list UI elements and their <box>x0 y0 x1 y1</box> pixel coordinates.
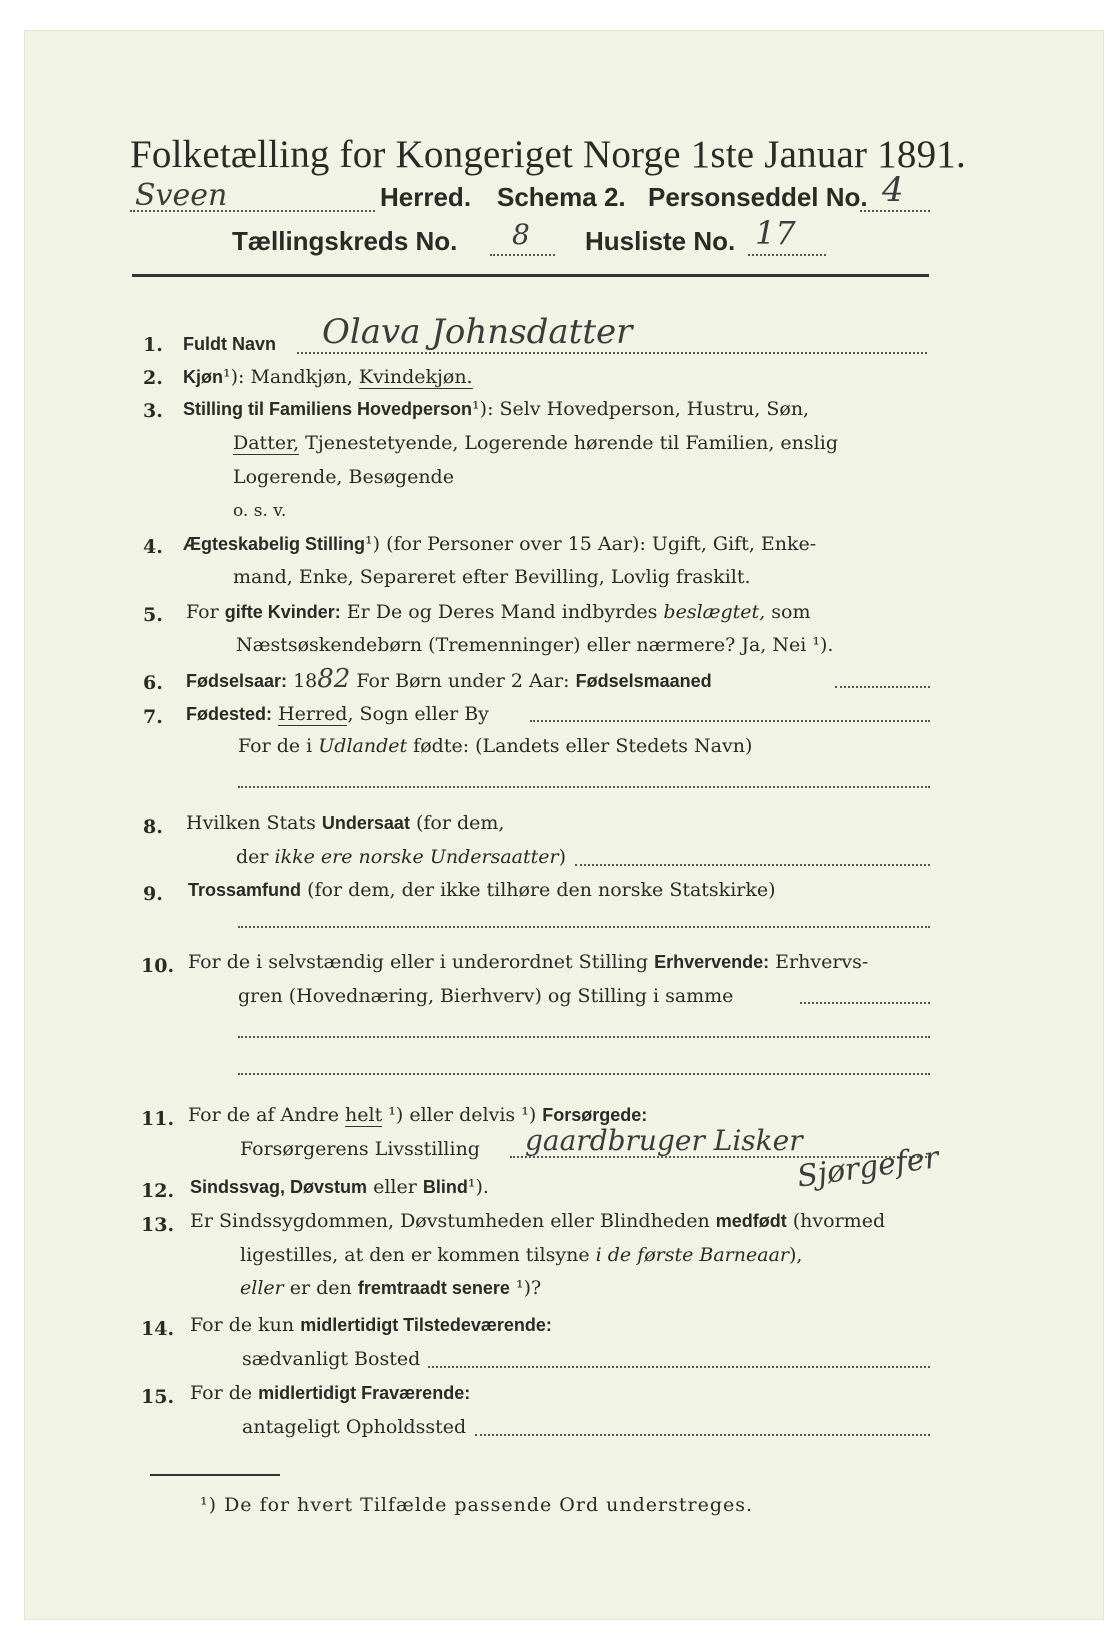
q13-text3c: ¹)? <box>509 1277 542 1299</box>
q5-line1 <box>186 601 810 623</box>
q7-text1: , Sogn eller By <box>347 703 489 725</box>
q8-text2b: ) <box>558 846 566 868</box>
q2-number: 2. <box>143 367 163 389</box>
herred-dotted-line <box>130 210 375 212</box>
q3-line2 <box>233 432 838 454</box>
q14-number: 14. <box>141 1318 175 1340</box>
q13-text2b: ), <box>789 1244 803 1266</box>
q11-answer-livsstilling: gaardbruger Lisker <box>525 1124 803 1157</box>
q4-line2: mand, Enke, Separeret efter Bevilling, Lovlig fraskilt. <box>233 566 751 588</box>
q9-dotted-line <box>238 926 930 928</box>
q2-sup: ¹ <box>223 366 231 388</box>
q6-dotted-line <box>835 686 930 688</box>
footnote: ¹) De for hvert Tilfælde passende Ord understreges. <box>200 1494 754 1516</box>
q11-answer-continued: Sjørgefer <box>795 1140 941 1195</box>
q14-text1a: For de kun <box>190 1314 301 1336</box>
kreds-number: 8 <box>512 218 530 251</box>
q13-text2a: ligestilles, at den er kommen tilsyne <box>240 1244 596 1266</box>
q10-dotted-line2 <box>238 1036 930 1038</box>
q11-text1b: ¹) eller delvis ¹) <box>382 1104 543 1126</box>
q3-text1: ¹): Selv Hovedperson, Hustru, Søn, <box>472 398 810 420</box>
q1-number: 1. <box>143 334 163 356</box>
q7-label: Fødested: <box>186 704 273 724</box>
q13-text3a: eller <box>240 1277 284 1299</box>
q5-text1b: som <box>765 601 811 623</box>
q9-line <box>188 879 776 901</box>
q7-number: 7. <box>143 706 163 728</box>
q1-answer-name: Olava Johnsdatter <box>322 312 633 352</box>
q5-text1a: Er De og Deres Mand indbyrdes <box>340 601 664 623</box>
husliste-number: 17 <box>755 214 796 252</box>
q2-underlined-answer: Kvindekjøn. <box>358 366 473 388</box>
q6-prefix: 18 <box>287 670 318 692</box>
q8-dotted-line <box>575 864 930 866</box>
q4-label: Ægteskabelig Stilling <box>183 534 366 554</box>
q5-label: gifte Kvinder: <box>224 602 341 622</box>
q2-text: ): Mandkjøn, <box>230 366 359 388</box>
herred-label: Herred. <box>380 182 472 212</box>
q13-line1 <box>190 1210 885 1232</box>
q13-label: medfødt <box>715 1211 787 1231</box>
q3-text2: Tjenestetyende, Logerende hørende til Familien, enslig <box>299 432 838 454</box>
husliste-dotted-line <box>748 254 826 256</box>
q8-text1a: Hvilken Stats <box>186 812 322 834</box>
q8-line2 <box>236 846 566 868</box>
schema-label: Schema 2. <box>497 182 626 212</box>
q10-number: 10. <box>141 955 175 977</box>
header-rule <box>132 274 929 277</box>
husliste-label: Husliste No. <box>585 226 736 256</box>
q13-number: 13. <box>141 1214 175 1236</box>
q15-line1 <box>190 1382 470 1404</box>
q13-text3b: er den <box>283 1277 358 1299</box>
q13-text1b: (hvormed <box>786 1210 886 1232</box>
q10-dotted-line1 <box>800 1002 930 1004</box>
q10-line1 <box>188 951 868 973</box>
q8-text1b: (for dem, <box>409 812 505 834</box>
q14-line1 <box>190 1314 552 1336</box>
q7-line1 <box>186 703 489 725</box>
herred-handwritten: Sveen <box>135 178 228 213</box>
q3-label: Stilling til Familiens Hovedperson <box>183 399 473 419</box>
q13-text1a: Er Sindssygdommen, Døvstumheden eller Blindheden <box>190 1210 716 1232</box>
q3-line3: Logerende, Besøgende <box>233 466 454 488</box>
q6-line <box>186 664 712 694</box>
kreds-label: Tællingskreds No. <box>232 226 458 256</box>
q12-label2: Blind <box>422 1177 468 1197</box>
q8-label: Undersaat <box>321 813 410 833</box>
q12-end: ¹). <box>467 1176 489 1198</box>
q3-number: 3. <box>143 400 163 422</box>
q7-text2b: fødte: (Landets eller Stedets Navn) <box>407 735 753 757</box>
q8-line1 <box>186 812 504 834</box>
q9-label: Trossamfund <box>188 880 302 900</box>
personseddel-dotted-line <box>860 210 930 212</box>
q11-line1 <box>188 1104 647 1126</box>
q6-text: For Børn under 2 Aar: <box>350 670 576 692</box>
q1-dotted-line <box>297 352 927 354</box>
q13-line2 <box>240 1244 802 1266</box>
q4-text1: ¹) (for Personer over 15 Aar): Ugift, Gift, Enke- <box>365 533 817 555</box>
q7-text2a: For de i <box>238 735 319 757</box>
q15-number: 15. <box>141 1386 175 1408</box>
q13-italic: i de første Barneaar <box>595 1244 789 1266</box>
q6-number: 6. <box>143 672 163 694</box>
q14-label: midlertidigt Tilstedeværende: <box>300 1315 552 1335</box>
q10-text1b: Erhvervs- <box>769 951 869 973</box>
q11-line2: Forsørgerens Livsstilling <box>240 1138 480 1160</box>
q7-italic: Udlandet <box>318 735 408 757</box>
personseddel-label: Personseddel No. <box>648 182 868 212</box>
q10-text1a: For de i selvstændig eller i underordnet Stilling <box>188 951 655 973</box>
q11-underlined-answer: helt <box>345 1104 383 1126</box>
personseddel-number: 4 <box>882 170 904 210</box>
q6-label: Fødselsaar: <box>186 671 288 691</box>
q14-line2: sædvanligt Bosted <box>242 1348 421 1370</box>
q12-line <box>190 1176 489 1198</box>
q5-pre: For <box>186 601 225 623</box>
q15-line2: antageligt Opholdssted <box>242 1416 467 1438</box>
q12-number: 12. <box>141 1180 175 1202</box>
q6-answer-year: 82 <box>317 664 351 694</box>
kreds-dotted-line <box>490 254 555 256</box>
q5-italic: beslægtet, <box>663 601 766 623</box>
q15-dotted-line <box>475 1434 930 1436</box>
q7-underlined-answer: Herred <box>278 703 348 725</box>
q1-label: Fuldt Navn <box>183 334 276 354</box>
q3-line1 <box>183 398 809 420</box>
q14-dotted-line <box>428 1366 930 1368</box>
q5-line2: Næstsøskendebørn (Tremenninger) eller nærmere? Ja, Nei ¹). <box>236 634 834 656</box>
q8-text2a: der <box>236 846 275 868</box>
q15-text1a: For de <box>190 1382 259 1404</box>
q10-line2: gren (Hovednæring, Bierhverv) og Stilling i samme <box>238 985 734 1007</box>
q3-line4: o. s. v. <box>233 501 287 521</box>
q7-dotted-line2 <box>238 786 930 788</box>
q12-text: eller <box>367 1176 423 1198</box>
form-title: Folketælling for Kongeriget Norge 1ste Januar 1891. <box>130 133 966 176</box>
q11-label: Forsørgede: <box>542 1105 648 1125</box>
q11-number: 11. <box>141 1108 175 1130</box>
q9-number: 9. <box>143 883 163 905</box>
q4-line1 <box>183 533 816 555</box>
q4-number: 4. <box>143 536 163 558</box>
q10-dotted-line3 <box>238 1073 930 1075</box>
q7-dotted-line1 <box>530 720 930 722</box>
q12-label: Sindssvag, Døvstum <box>190 1177 368 1197</box>
q13-label2: fremtraadt senere <box>357 1278 510 1298</box>
q6-label2: Fødselsmaaned <box>575 671 712 691</box>
q8-italic: ikke ere norske Undersaatter <box>274 846 559 868</box>
q15-label: midlertidigt Fraværende: <box>258 1383 471 1403</box>
footnote-rule <box>150 1474 280 1476</box>
q7-line2 <box>238 735 752 757</box>
q3-underlined-answer: Datter, <box>233 432 300 454</box>
q10-label: Erhvervende: <box>654 952 770 972</box>
q2-label: Kjøn <box>183 367 223 387</box>
q2-line <box>183 366 473 388</box>
q5-number: 5. <box>143 604 163 626</box>
q11-text1a: For de af Andre <box>188 1104 346 1126</box>
q13-line3 <box>240 1277 541 1299</box>
q8-number: 8. <box>143 816 163 838</box>
q9-text: (for dem, der ikke tilhøre den norske Statskirke) <box>301 879 776 901</box>
